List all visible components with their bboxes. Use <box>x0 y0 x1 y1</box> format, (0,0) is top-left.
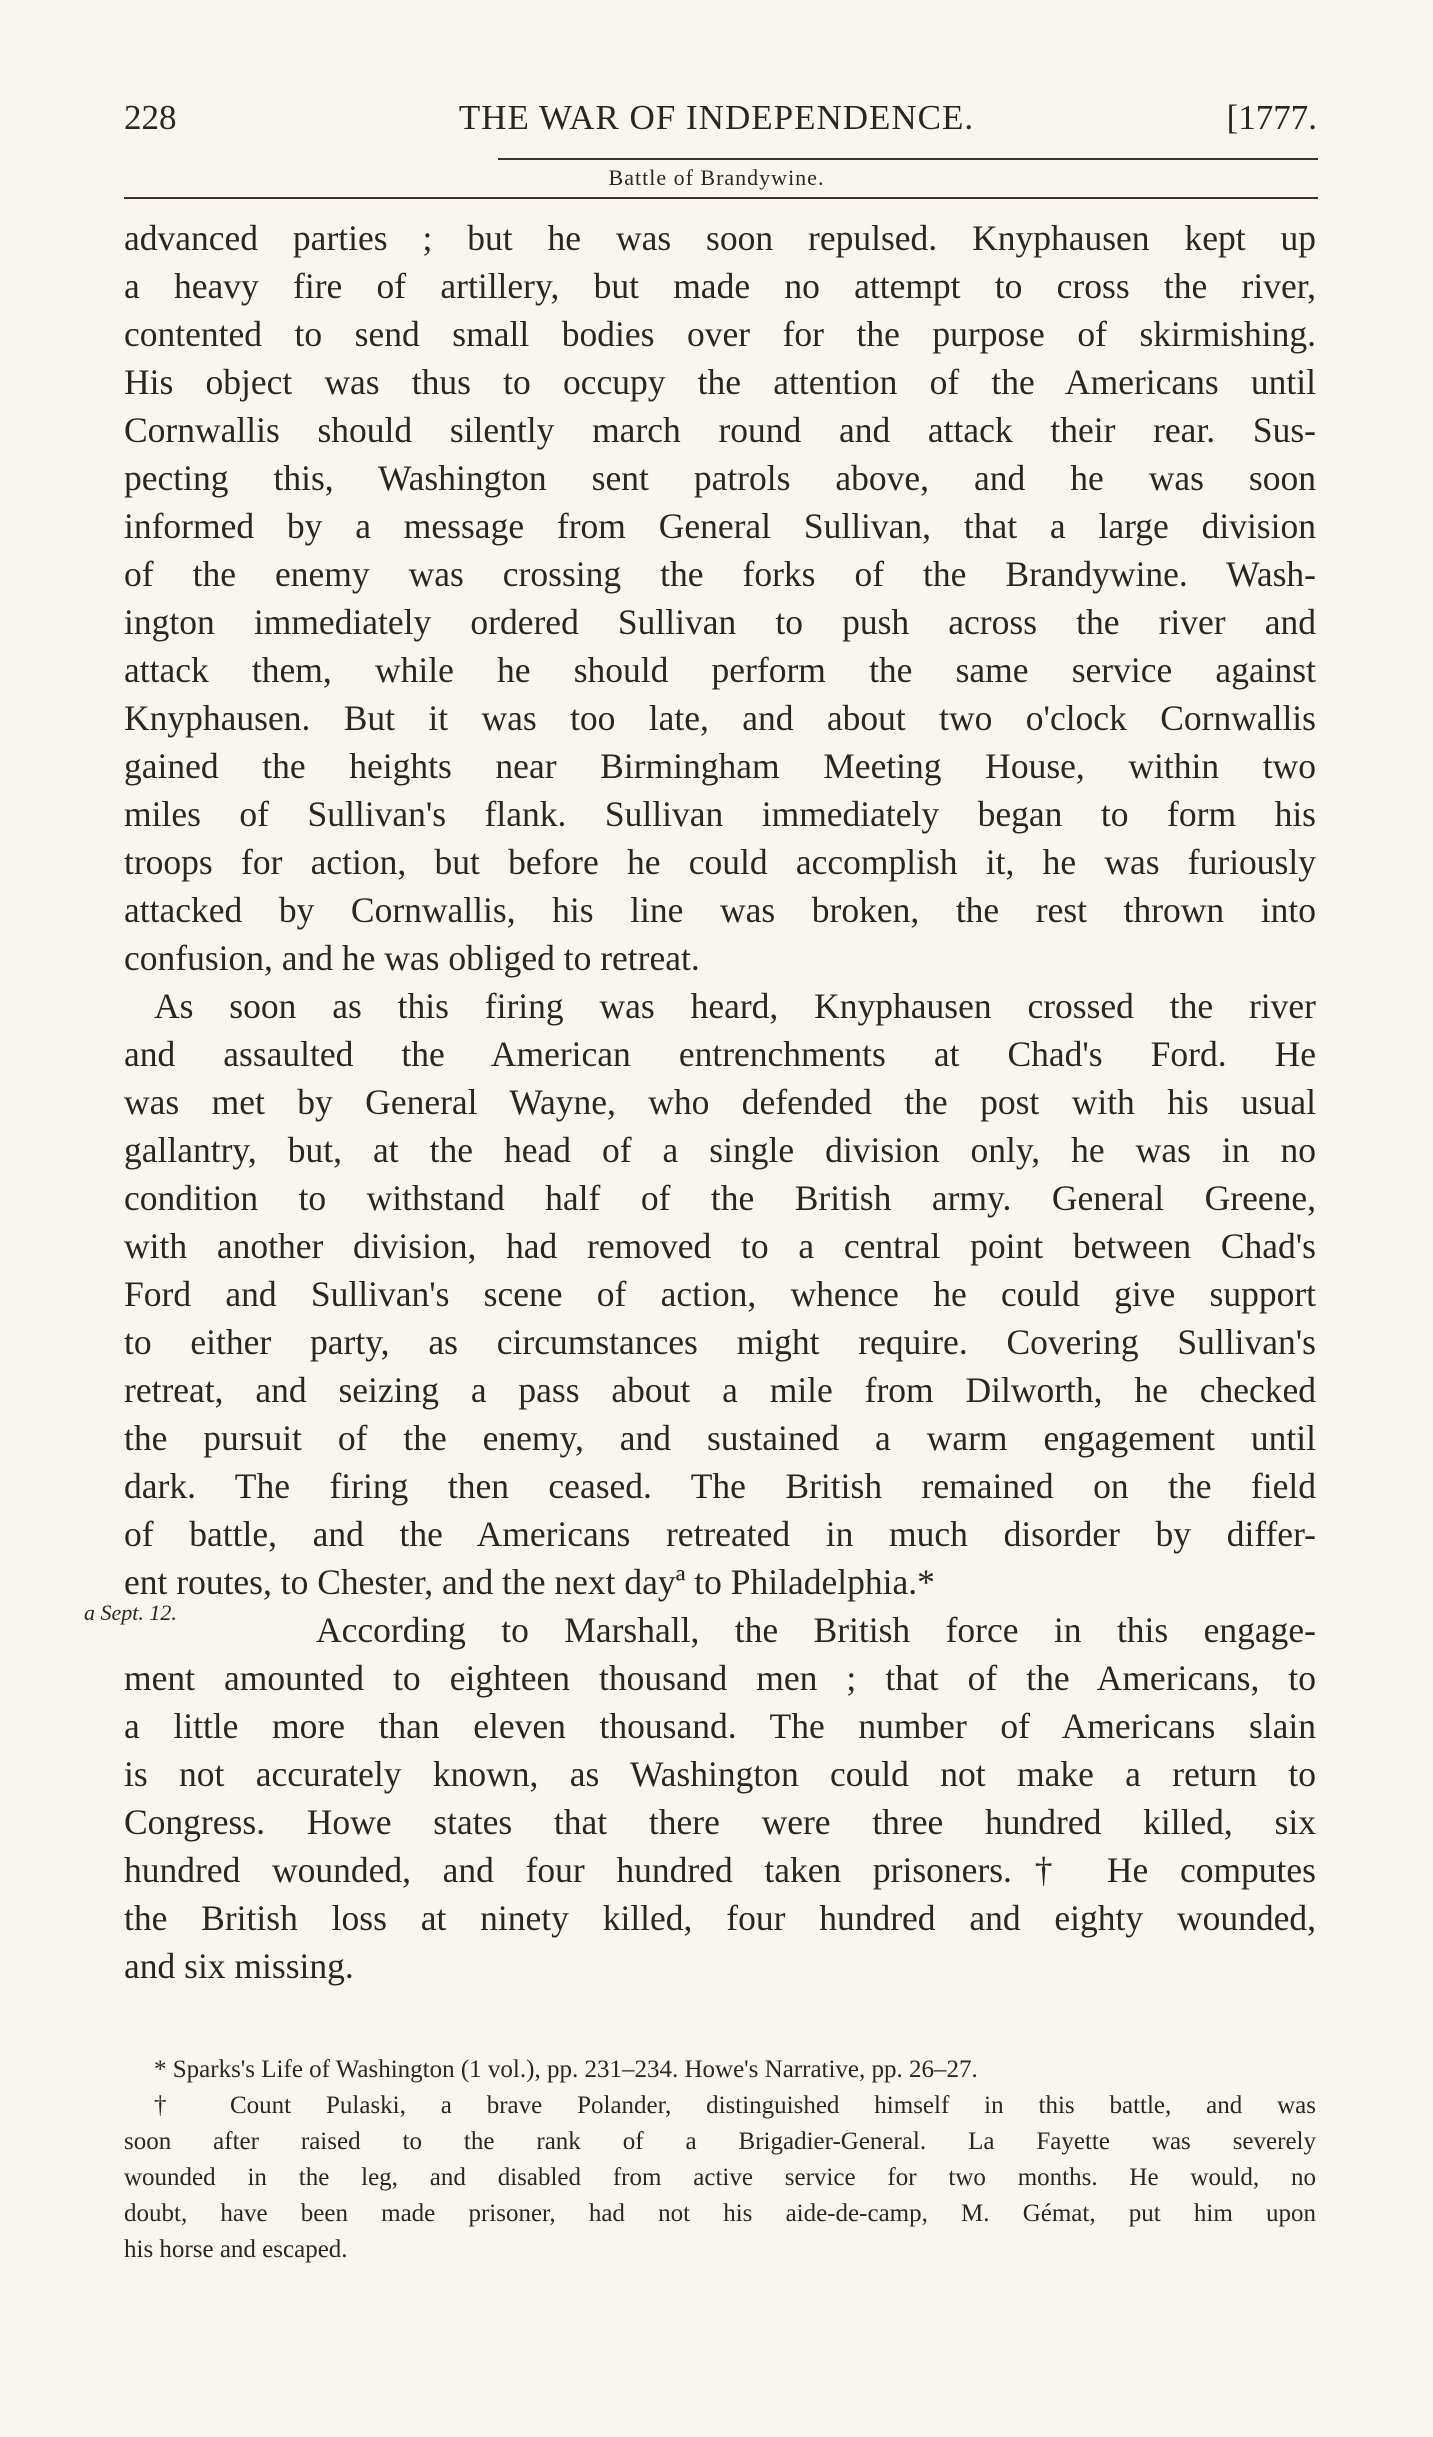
page-number: 228 <box>124 98 177 137</box>
body-line: of the enemy was crossing the forks of the Brandywine. Wash- <box>124 554 1316 594</box>
body-line: Cornwallis should silently march round and attack their rear. Sus- <box>124 410 1316 450</box>
body-line: is not accurately known, as Washington could not make a return to <box>124 1754 1316 1794</box>
body-line: the British loss at ninety killed, four hundred and eighty wounded, <box>124 1898 1316 1938</box>
margin-note: a Sept. 12. <box>84 1600 177 1625</box>
body-line: retreat, and seizing a pass about a mile from Dilworth, he checked <box>124 1370 1316 1410</box>
body-line: the pursuit of the enemy, and sustained a warm engagement until <box>124 1418 1316 1458</box>
body-line: and six missing. <box>124 1946 354 1986</box>
body-line: dark. The firing then ceased. The British remained on the field <box>124 1466 1316 1506</box>
body-line: According to Marshall, the British force in this engage- <box>316 1610 1316 1650</box>
footnotes <box>124 2052 1316 2268</box>
body-line: gained the heights near Birmingham Meeting House, within two <box>124 746 1316 786</box>
body-text <box>124 214 1316 1990</box>
header-year: [1777. <box>1226 98 1317 137</box>
body-line: to either party, as circumstances might require. Covering Sullivan's <box>124 1322 1316 1362</box>
body-line: attack them, while he should perform the same service against <box>124 650 1316 690</box>
body-line: attacked by Cornwallis, his line was broken, the rest thrown into <box>124 890 1316 930</box>
body-line: Ford and Sullivan's scene of action, whence he could give support <box>124 1274 1316 1314</box>
body-line: contented to send small bodies over for the purpose of skirmishing. <box>124 314 1316 354</box>
footnote-line: doubt, have been made prisoner, had not his aide-de-camp, M. Gémat, put him upon <box>124 2200 1316 2227</box>
body-line: His object was thus to occupy the attention of the Americans until <box>124 362 1316 402</box>
body-line: pecting this, Washington sent patrols above, and he was soon <box>124 458 1316 498</box>
footnote-line: † Count Pulaski, a brave Polander, distinguished himself in this battle, and was <box>154 2092 1316 2119</box>
body-line: advanced parties ; but he was soon repulsed. Knyphausen kept up <box>124 218 1316 258</box>
running-title: THE WAR OF INDEPENDENCE. <box>458 98 975 137</box>
body-line: a heavy fire of artillery, but made no attempt to cross the river, <box>124 266 1316 306</box>
body-line: As soon as this firing was heard, Knyphausen crossed the river <box>154 986 1316 1026</box>
body-line: with another division, had removed to a central point between Chad's <box>124 1226 1316 1266</box>
body-line: informed by a message from General Sullivan, that a large division <box>124 506 1316 546</box>
body-line: Knyphausen. But it was too late, and about two o'clock Cornwallis <box>124 698 1316 738</box>
footnote-line: * Sparks's Life of Washington (1 vol.), pp. 231–234. Howe's Narrative, pp. 26–27. <box>154 2056 978 2083</box>
body-line: of battle, and the Americans retreated in much disorder by differ- <box>124 1514 1316 1554</box>
body-line: was met by General Wayne, who defended the post with his usual <box>124 1082 1316 1122</box>
section-subheading: Battle of Brandywine. <box>608 165 825 190</box>
body-line: gallantry, but, at the head of a single division only, he was in no <box>124 1130 1316 1170</box>
body-line: ent routes, to Chester, and the next dayª to Philadelphia.* <box>124 1562 935 1602</box>
body-line: hundred wounded, and four hundred taken prisoners.† He computes <box>124 1850 1316 1890</box>
header-rule-top <box>498 158 1318 160</box>
footnote-line: soon after raised to the rank of a Brigadier-General. La Fayette was severely <box>124 2128 1316 2155</box>
body-line: condition to withstand half of the British army. General Greene, <box>124 1178 1316 1218</box>
header-rule-bottom <box>124 197 1318 199</box>
body-line: miles of Sullivan's flank. Sullivan immediately began to form his <box>124 794 1316 834</box>
footnote-line: wounded in the leg, and disabled from active service for two months. He would, no <box>124 2164 1316 2191</box>
footnote-line: his horse and escaped. <box>124 2236 348 2263</box>
body-line: ment amounted to eighteen thousand men ; that of the Americans, to <box>124 1658 1316 1698</box>
body-line: and assaulted the American entrenchments at Chad's Ford. He <box>124 1034 1316 1074</box>
body-line: ington immediately ordered Sullivan to push across the river and <box>124 602 1316 642</box>
body-line: a little more than eleven thousand. The number of Americans slain <box>124 1706 1316 1746</box>
body-line: troops for action, but before he could accomplish it, he was furiously <box>124 842 1316 882</box>
body-line: Congress. Howe states that there were three hundred killed, six <box>124 1802 1316 1842</box>
body-line: confusion, and he was obliged to retreat. <box>124 938 700 978</box>
